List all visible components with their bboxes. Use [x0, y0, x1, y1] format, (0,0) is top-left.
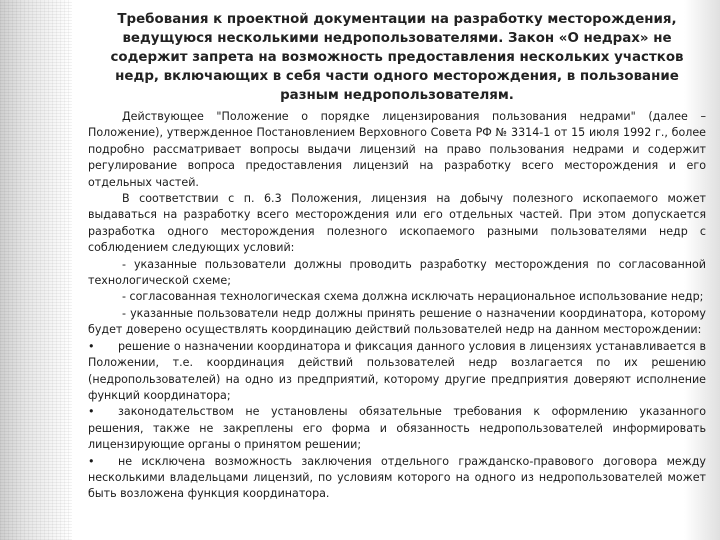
- list-item: - указанные пользователи должны проводить разработку месторождения по согласованной технологической схеме;: [88, 257, 706, 288]
- bullet-icon: •: [88, 454, 95, 468]
- left-paper-edge: [0, 0, 72, 540]
- bullet-text: не исключена возможность заключения отдельного гражданско-правового договора между несколькими владельцами лицензий, по условиям которого на одного из недропользователей может быть возложена функция координатора.: [88, 454, 706, 501]
- slide-body: [88, 109, 706, 503]
- bullet-item: [88, 454, 706, 503]
- bullet-item: [88, 404, 706, 453]
- bullet-icon: •: [88, 339, 95, 353]
- slide-content: [88, 10, 706, 503]
- list-item: - указанные пользователи недр должны принять решение о назначении координатора, которому будет доверено осуществлять координацию действий пользователей недр на данном месторождении:: [88, 306, 706, 337]
- bullet-text: решение о назначении координатора и фиксация данного условия в лицензиях устанавливается в Положении, т.е. координация действий пользователей недр возлагается по их решению (недропользователей) на одно из предприятий, которому другие предприятия доверяют исполнение функций координатора;: [88, 339, 706, 402]
- list-item: - согласованная технологическая схема должна исключать нерациональное использование недр;: [122, 290, 704, 304]
- slide-title: Требования к проектной документации на разработку месторождения, ведущуюся несколькими недропользователями. Закон «О недрах» не содержит запрета на возможность предоставления нескольких участков недр, включающих в себя части одного месторождения, в пользование разным недропользователям.: [110, 12, 684, 103]
- bullet-text: законодательством не установлены обязательные требования к оформлению указанного решения, также не закреплены его форма и обязанность недропользователей информировать лицензирующие органы о принятом решении;: [88, 405, 706, 452]
- paragraph: В соответствии с п. 6.3 Положения, лицензия на добычу полезного ископаемого может выдаваться на разработку всего месторождения или его отдельных частей. При этом допускается разработка одного месторождения полезного ископаемого разными пользователями недр с соблюдением следующих условий:: [88, 192, 706, 255]
- bullet-icon: •: [88, 405, 95, 419]
- bullet-item: [88, 339, 706, 405]
- paragraph: Действующее "Положение о порядке лицензирования пользования недрами" (далее – Положение), утвержденное Постановлением Верховного Совета РФ № 3314-1 от 15 июля 1992 г., более подробно рассматривает вопросы выдачи лицензий на право пользования недрами и содержит регулирование вопроса предоставления лицензий на разработку всего месторождения и его отдельных частей.: [88, 110, 706, 189]
